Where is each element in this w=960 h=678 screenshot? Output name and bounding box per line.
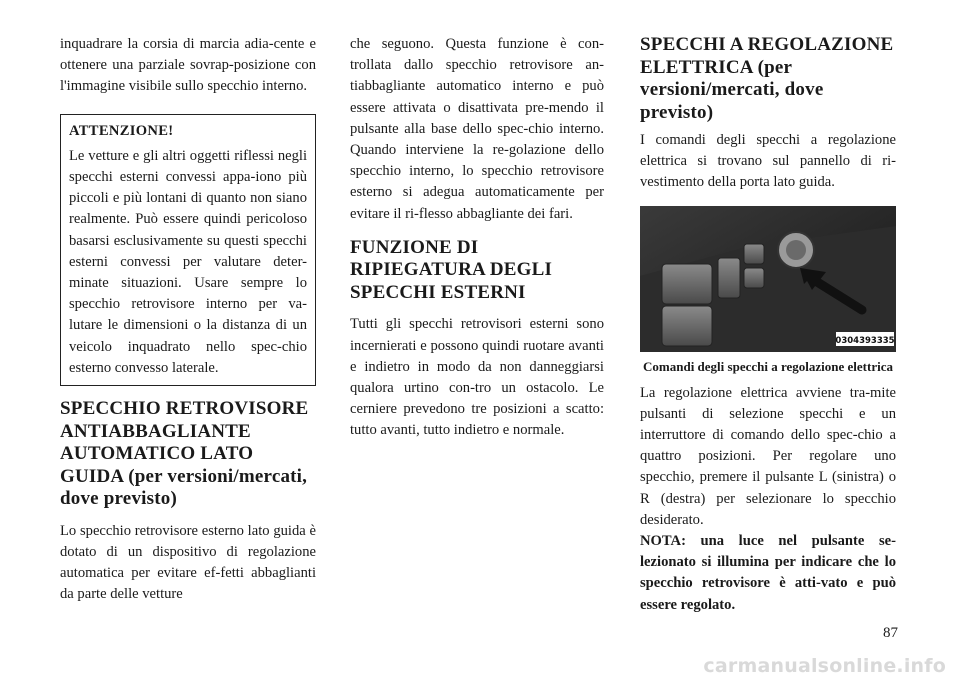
column-right [640, 34, 896, 616]
mirror-controls-photo [640, 206, 896, 352]
folding-paragraph: Tutti gli specchi retrovisori esterni sono incernierati e possono quindi ruotare avanti e indietro in modo da non danneggiarsi qualora urtino con-tro un ostacolo. Le cerniere prevedono tre posizioni a scatto: tutto avanti, tutto indietro e normale. [350, 316, 604, 439]
photo-caption: Comandi degli specchi a regolazione elettrica [643, 358, 893, 374]
section-heading-folding: FUNZIONE DI RIPIEGATURA DEGLI SPECCHI ESTERNI [350, 236, 553, 303]
image-code: 0304393335 [835, 335, 895, 346]
column-middle [350, 34, 604, 442]
page-number: 87 [883, 625, 898, 641]
warning-text: Le vetture e gli altri oggetti riflessi negli specchi esterni convessi appa-iono più piccoli e più lontani di quanto non siano realmente. Può essere quindi pericoloso basarsi esclusivamente su questi specchi esterni convessi per valutare deter-minate situazioni. Usare sempre lo specchio retrovisore interno per va-lutare le dimensioni o la distanza di un veicolo inquadrato nello spec-chio esterno convesso laterale. [69, 147, 307, 376]
warning-box [60, 114, 316, 386]
note-paragraph: NOTA: una luce nel pulsante se-lezionato si illumina per indicare che lo specchio retrovisore è atti-vato e può essere regolato. [640, 533, 896, 613]
intro-paragraph: inquadrare la corsia di marcia adia-cente e ottenere una parziale sovrap-posizione con l'immagine visibile sullo specchio interno. [60, 36, 316, 95]
power-mirrors-adjust-paragraph: La regolazione elettrica avviene tra-mite pulsanti di selezione specchi e un interruttore di comando dello spec-chio a quattro posizioni. Per regolare uno specchio, premere il pulsante L (sinistra) o R (destra) per selezionare lo specchio desiderato. [640, 384, 896, 528]
warning-title: ATTENZIONE! [69, 122, 174, 139]
auto-dimming-continued-paragraph: che seguono. Questa funzione è con-trollata dallo specchio retrovisore an-tiabbagliante automatico interno e può essere attivata o disattivata pre-mendo il pulsante alla base dello spec-chio interno. Quando interviene la re-golazione dello specchio interno, lo specchio retrovisore esterno si adegua automaticamente per evitare il ri-flesso abbagliante dei fari. [350, 36, 604, 222]
watermark: carmanualsonline.info [703, 655, 946, 677]
section-heading-auto-dimming: SPECCHIO RETROVISORE ANTIABBAGLIANTE AUTOMATICO LATO GUIDA (per versioni/mercati, dove previsto) [60, 398, 309, 510]
column-left [60, 34, 316, 605]
auto-dimming-paragraph: Lo specchio retrovisore esterno lato guida è dotato di un dispositivo di regolazione automatica per evitare ef-fetti abbaglianti da parte delle vetture [60, 522, 316, 603]
power-mirrors-paragraph: I comandi degli specchi a regolazione elettrica si trovano sul pannello di ri-vestimento della porta lato guida. [640, 132, 896, 191]
section-heading-power-mirrors: SPECCHI A REGOLAZIONE ELETTRICA (per versioni/mercati, dove previsto) [640, 34, 894, 123]
door-panel-illustration [640, 206, 896, 352]
